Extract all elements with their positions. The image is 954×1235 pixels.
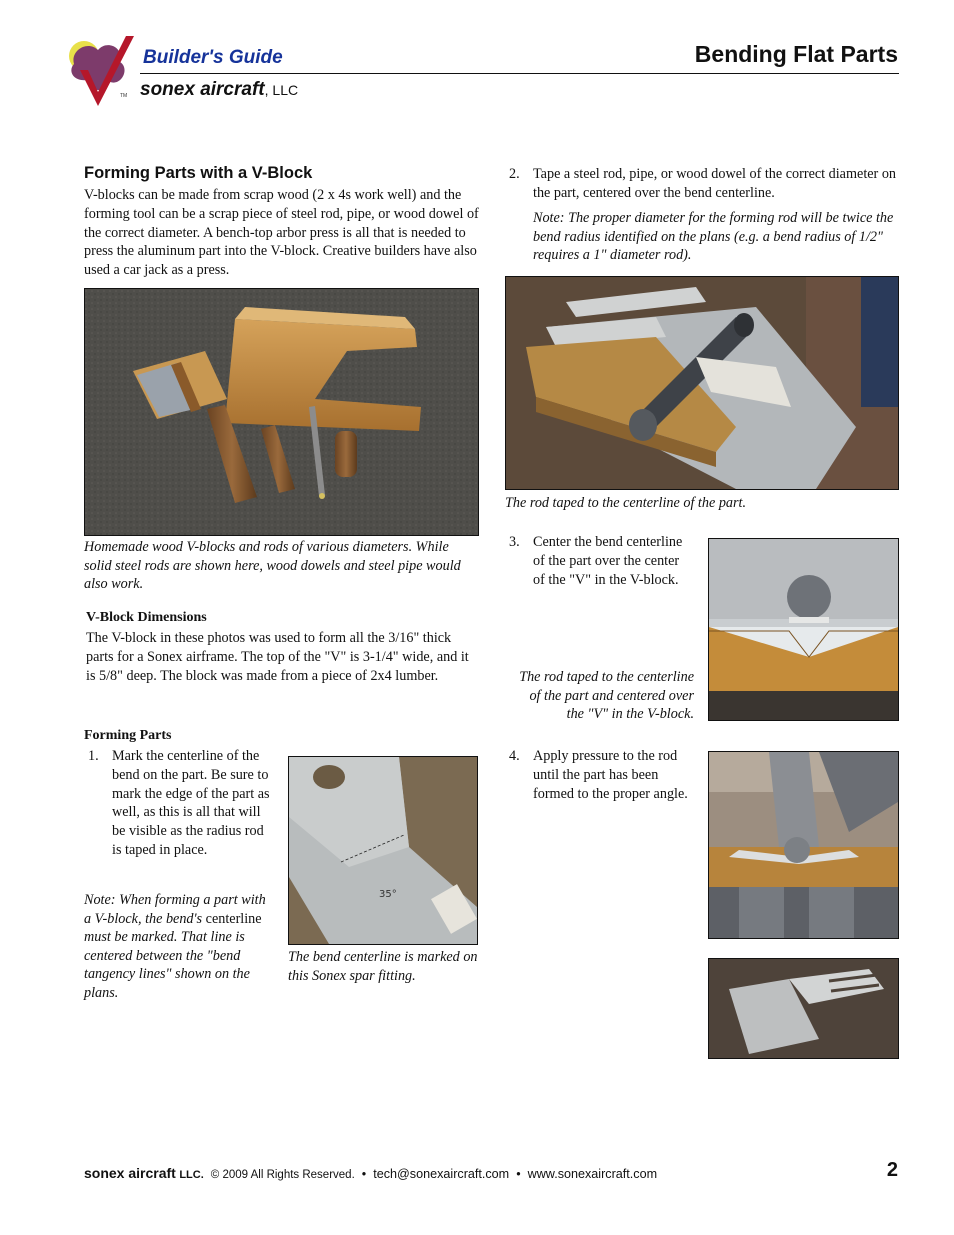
finished-part-photo	[708, 958, 899, 1059]
header-rule	[140, 73, 899, 74]
rod-on-vblock-photo	[708, 538, 899, 721]
footer-brand: sonex aircraft	[84, 1165, 176, 1181]
footer-copyright: © 2009 All Rights Reserved.	[210, 1169, 355, 1181]
guide-title: Builder's Guide	[143, 47, 283, 68]
page-number: 2	[886, 1159, 898, 1181]
vblock-dimensions-text: The V-block in these photos was used to form all the 3/16" thick parts for a Sonex airframe. The top of the "V" is 3-1/4" wide, and it is 5/8" deep. The block was made from a piece of 2x4 lumber.	[86, 630, 469, 684]
vblocks-rods-photo	[84, 288, 479, 536]
step3-text: Center the bend centerline of the part over the center of the "V" in the V-block.	[533, 534, 683, 588]
forming-parts-heading: Forming Parts	[84, 728, 172, 743]
photo3-caption: The rod taped to the centerline of the part.	[505, 495, 747, 511]
rod-taped-photo	[505, 276, 899, 490]
step2-text: Tape a steel rod, pipe, or wood dowel of the correct diameter on the part, centered over the bend centerline.	[533, 166, 897, 201]
step2-number: 2.	[509, 166, 520, 182]
footer-bullet-2: •	[516, 1167, 521, 1181]
note-part-a: Note: When forming a part with a V-block, the bend's	[84, 892, 266, 927]
note-part-b: centerline	[205, 910, 262, 927]
section-heading: Forming Parts with a V-Block	[84, 164, 313, 182]
step3-number: 3.	[509, 534, 520, 550]
page-title: Bending Flat Parts	[694, 41, 898, 67]
spar-fitting-photo	[288, 756, 478, 945]
footer-llc: LLC.	[179, 1169, 204, 1181]
footer-website-link[interactable]: www.sonexaircraft.com	[527, 1167, 658, 1181]
footer-bullet-1: •	[361, 1167, 367, 1181]
note-part-c: must be marked. That line is centered between the "bend tangency lines" shown on the plans.	[84, 929, 250, 1001]
trademark-mark: TM	[120, 93, 128, 99]
brand-suffix: , LLC	[264, 82, 299, 98]
step2-note: Note: The proper diameter for the forming rod will be twice the bend radius identified on the plans (e.g. a bend radius of 1/2" requires a 1" diameter rod).	[533, 210, 894, 264]
arbor-press-photo	[708, 751, 899, 939]
photo2-caption: The bend centerline is marked on this Sonex spar fitting.	[288, 949, 478, 984]
footer	[84, 1165, 657, 1181]
intro-paragraph: V-blocks can be made from scrap wood (2 x 4s work well) and the forming tool can be a scrap piece of steel rod, pipe, or wood dowel of the correct diameter. A bench-top arbor press is all that is needed to press the aluminum part into the V-block. Creative builders have also used a car jack as a press.	[84, 187, 479, 279]
footer-email-link[interactable]: tech@sonexaircraft.com	[373, 1167, 510, 1181]
photo4-caption: The rod taped to the centerline of the part and centered over the "V" in the V-block.	[519, 669, 694, 723]
photo1-caption: Homemade wood V-blocks and rods of various diameters. While solid steel rods are shown here, wood dowels and steel pipe would also work.	[84, 539, 461, 593]
step1-text: Mark the centerline of the bend on the part. Be sure to mark the edge of the part as well, as this is all that will be visible as the radius rod is taped in place.	[112, 748, 270, 858]
centerline-note	[84, 891, 272, 1003]
vblock-dimensions-heading: V-Block Dimensions	[86, 610, 207, 625]
step1-number: 1.	[88, 748, 99, 764]
brand-name	[140, 79, 298, 101]
step4-text: Apply pressure to the rod until the part has been formed to the proper angle.	[533, 748, 688, 802]
svg-text:35°: 35°	[379, 889, 397, 900]
step4-number: 4.	[509, 748, 520, 764]
brand-name-text: sonex aircraft	[140, 79, 265, 100]
